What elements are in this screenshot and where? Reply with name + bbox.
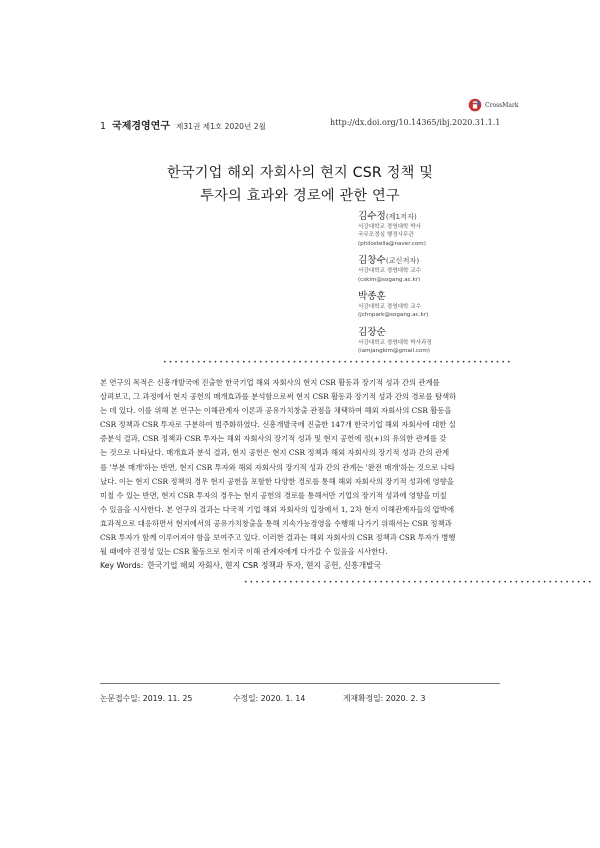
author-3	[358, 290, 518, 320]
author-name: 김수정	[358, 211, 386, 222]
author-affiliation: 서강대학교 경영대학 박사	[358, 224, 421, 230]
abstract-line: 될 때에야 진정성 있는 CSR 활동으로 현지국 이해 관계자에게 다가갈 수 있음을 시사한다.	[100, 547, 388, 557]
author-email: (cskim@sogang.ac.kr)	[358, 276, 421, 283]
abstract-line: 는 데 있다. 이를 위해 본 연구는 이해관계자 이론과 공유가치창출 관점을 채택하여 해외 자회사의 CSR 활동을	[100, 406, 452, 416]
abstract-line: 효과적으로 대응하면서 현지에서의 공유가치창출을 통해 지속가능경영을 수행해 나가기 위해서는 CSR 정책과	[100, 518, 452, 528]
footer-rule	[100, 683, 500, 684]
author-affiliation: 국무조정실 행정사무관	[358, 232, 414, 239]
author-email: (jchnpark@sogang.ac.kr)	[358, 312, 429, 319]
crossmark-icon	[468, 98, 482, 112]
author-2	[358, 254, 518, 284]
keywords	[100, 560, 500, 571]
crossmark-label: CrossMark	[485, 101, 519, 109]
title-line-1: 한국기업 해외 자회사의 현지 CSR 정책 및	[166, 165, 434, 181]
abstract-line: 증분석 결과, CSR 정책과 CSR 투자는 해외 자회사의 장기적 성과 및 현지 공헌에 정(+)의 유의한 관계를 갖	[100, 434, 447, 444]
abstract-line: 는 것으로 나타났다. 매개효과 분석 결과, 현지 공헌은 현지 CSR 정책과 해외 자회사의 장기적 성과 간의 관계	[100, 448, 450, 458]
received-date: 논문접수일: 2019. 11. 25	[100, 694, 193, 703]
abstract-line: 수 있음을 시사한다. 본 연구의 결과는 다국적 기업 해외 자회사의 입장에서 1, 2차 현지 이해관계자들의 압박에	[100, 504, 455, 514]
abstract-line: CSR 정책과 CSR 투자로 구분하여 범주화하였다. 신흥개발국에 진출한 147개 한국기업 해외 자회사에 대한 실	[100, 420, 456, 430]
abstract-line: 미칠 수 있는 반면, 현지 CSR 투자의 경우는 현지 공헌의 경로를 통해서만 기업의 장기적 성과에 영향을 미칠	[100, 490, 447, 500]
author-affiliation: 서강대학교 경영대학 교수	[358, 304, 421, 311]
author-affiliation: 서강대학교 경영대학 박사과정	[358, 339, 432, 346]
paper-title	[100, 162, 500, 208]
abstract	[100, 376, 500, 559]
author-email: (iamjangkim@gmail.com)	[358, 348, 430, 355]
journal-issue: 제31권 제1호 2020년 2월	[176, 122, 266, 131]
keywords-label: Key Words:	[100, 561, 144, 570]
abstract-line: 살펴보고, 그 과정에서 현지 공헌의 매개효과를 분석함으로써 현지 CSR 활동과 장기적 성과 간의 경로를 탐색하	[100, 392, 457, 402]
title-line-2: 투자의 효과와 경로에 관한 연구	[200, 188, 400, 204]
dotted-separator-top: ••••••••••••••••••••••••••••••••••••••••••••••••••••••••••••••	[163, 359, 513, 366]
dotted-separator-bottom: ••••••••••••••••••••••••••••••••••••••••••••••••••••••••••••••	[244, 579, 594, 586]
abstract-line: CSR 투자가 함께 이루어져야 함을 보여주고 있다. 이러한 결과는 해외 자회사의 CSR 정책과 CSR 투자가 병행	[100, 533, 456, 543]
author-name: 김창수	[358, 255, 386, 267]
author-affiliation: 서강대학교 경영대학 교수	[358, 268, 421, 275]
crossmark-badge[interactable]	[468, 97, 548, 113]
abstract-line: 본 연구의 목적은 신흥개발국에 진출한 한국기업 해외 자회사의 현지 CSR 활동과 장기적 성과 간의 관계를	[100, 378, 440, 387]
author-4	[358, 326, 518, 356]
keywords-text: 한국기업 해외 자회사, 현지 CSR 정책과 투자, 현지 공헌, 신흥개발국	[147, 561, 382, 570]
accepted-date: 게재확정일: 2020. 2. 3	[343, 694, 426, 703]
author-name: 김장순	[358, 326, 386, 338]
author-email: (philostella@naver.com)	[358, 240, 426, 247]
revised-date: 수정일: 2020. 1. 14	[233, 694, 306, 703]
author-1	[358, 210, 518, 248]
abstract-line: 를 '부분 매개'하는 반면, 현지 CSR 투자와 해외 자회사의 장기적 성과 간의 관계는 '완전 매개'하는 것으로 나타	[100, 462, 455, 472]
author-name: 박종훈	[358, 291, 386, 303]
author-role: (교신저자)	[385, 256, 420, 266]
journal-name: 국제경영연구	[112, 121, 171, 132]
author-role: (제1저자)	[385, 212, 417, 221]
doi-link[interactable]: http://dx.doi.org/10.14365/ibj.2020.31.1.1	[330, 118, 501, 127]
abstract-line: 났다. 이는 현지 CSR 정책의 경우 현지 공헌을 포함한 다양한 경로를 통해 해외 자회사의 장기적 성과에 영향을	[100, 476, 454, 486]
author-block	[358, 210, 518, 362]
page-number: 1	[100, 121, 107, 132]
